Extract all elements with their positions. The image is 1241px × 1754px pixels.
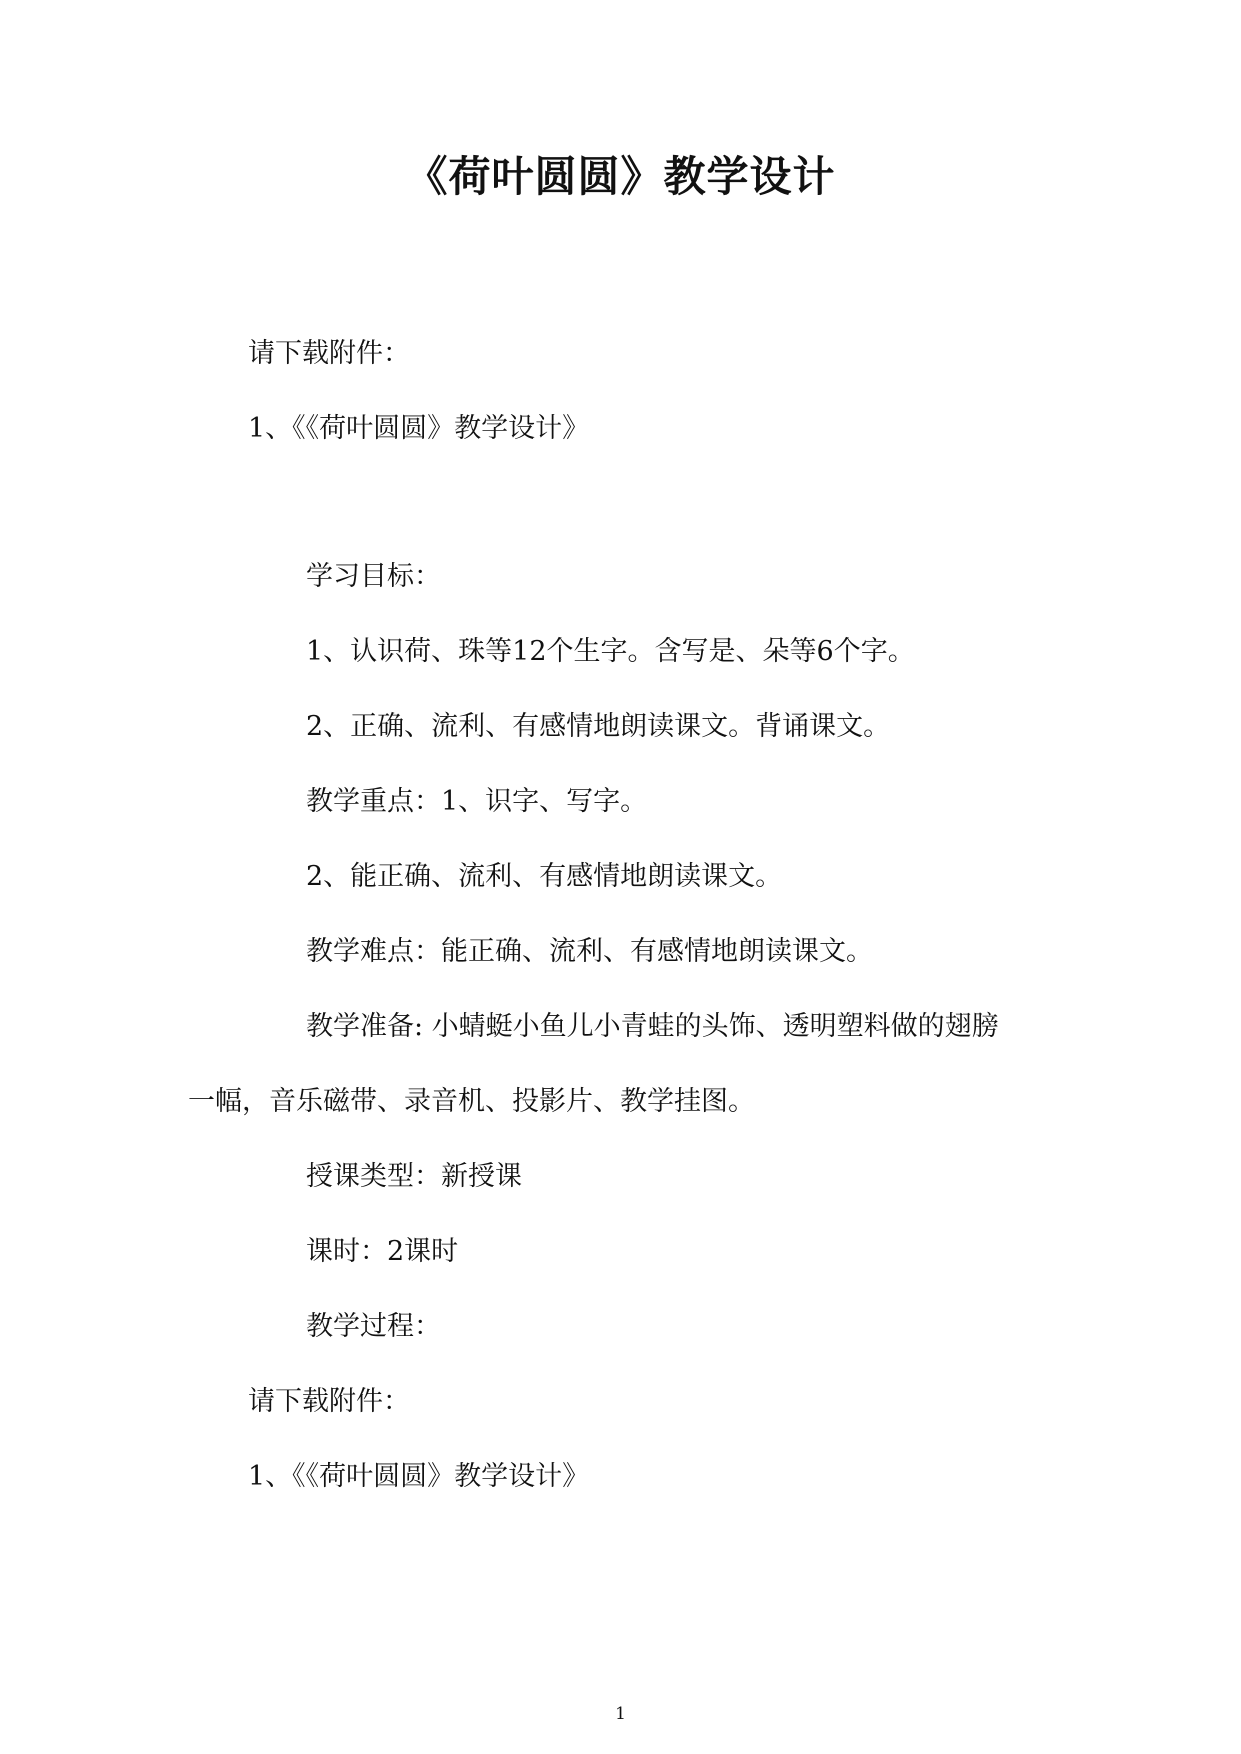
attachment-link-1[interactable]: 1、《《荷叶圆圆》教学设计》 bbox=[248, 413, 590, 444]
attachment-link-2[interactable]: 1、《《荷叶圆圆》教学设计》 bbox=[248, 1461, 590, 1492]
document-title: 《荷叶圆圆》教学设计 bbox=[405, 152, 836, 201]
teaching-preparation-continued: 一幅，音乐磁带、录音机、投影片、教学挂图。 bbox=[188, 1086, 755, 1117]
download-prompt-2: 请下载附件： bbox=[248, 1386, 410, 1417]
learning-goal-1: 1、认识荷、珠等12个生字。含写是、朵等6个字。 bbox=[306, 636, 915, 667]
learning-goal-2: 2、正确、流利、有感情地朗读课文。背诵课文。 bbox=[306, 711, 891, 742]
learning-goals-heading: 学习目标： bbox=[306, 561, 441, 592]
teaching-difficulty: 教学难点：能正确、流利、有感情地朗读课文。 bbox=[306, 936, 873, 967]
teaching-process-heading: 教学过程： bbox=[306, 1311, 441, 1342]
class-hours: 课时：2课时 bbox=[306, 1236, 459, 1267]
teaching-focus-1: 教学重点：1、识字、写字。 bbox=[306, 786, 648, 817]
lesson-type: 授课类型：新授课 bbox=[306, 1161, 522, 1192]
page-number: 1 bbox=[615, 1704, 626, 1724]
teaching-focus-2: 2、能正确、流利、有感情地朗读课文。 bbox=[306, 861, 783, 892]
teaching-preparation: 教学准备: 小蜻蜓小鱼儿小青蛙的头饰、透明塑料做的翅膀 bbox=[306, 1011, 999, 1042]
download-prompt-1: 请下载附件： bbox=[248, 338, 410, 369]
